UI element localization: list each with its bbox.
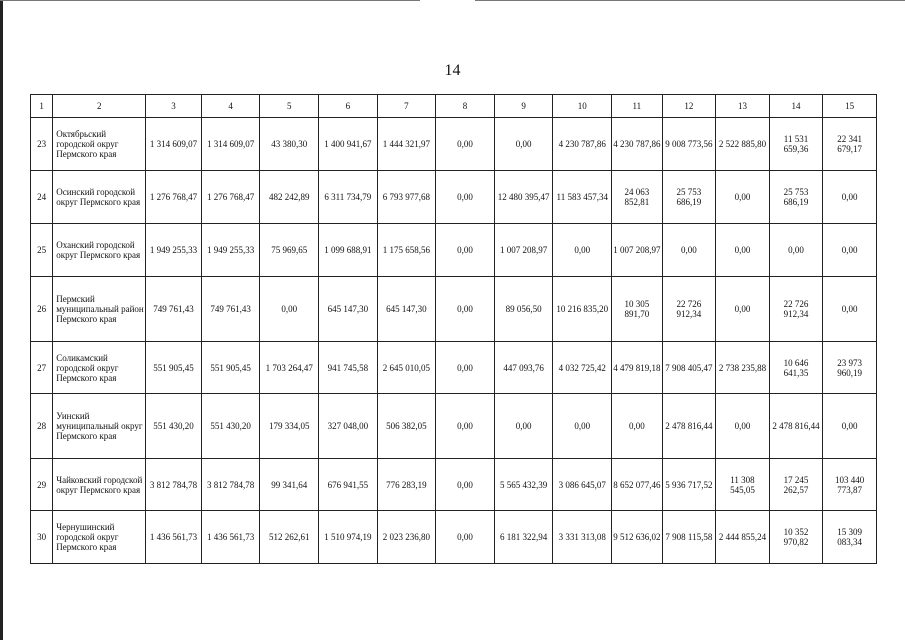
table-cell: 645 147,30 bbox=[319, 277, 378, 342]
table-cell: 3 812 784,78 bbox=[201, 459, 260, 511]
header-cell: 3 bbox=[146, 95, 202, 118]
table-cell: 6 311 734,79 bbox=[319, 171, 378, 224]
table-cell: 551 905,45 bbox=[146, 342, 202, 394]
table-cell: 12 480 395,47 bbox=[494, 171, 553, 224]
table-cell: 0,00 bbox=[436, 224, 495, 277]
table-cell: 512 262,61 bbox=[260, 511, 319, 564]
table-cell: 11 583 457,34 bbox=[553, 171, 612, 224]
table-cell: 0,00 bbox=[436, 277, 495, 342]
header-cell: 7 bbox=[377, 95, 436, 118]
table-cell: 447 093,76 bbox=[494, 342, 553, 394]
header-cell: 8 bbox=[436, 95, 495, 118]
table-cell: 1 436 561,73 bbox=[146, 511, 202, 564]
table-cell: 1 400 941,67 bbox=[319, 118, 378, 171]
table-row bbox=[31, 118, 877, 171]
table-cell: 0,00 bbox=[436, 118, 495, 171]
table-cell: 645 147,30 bbox=[377, 277, 436, 342]
table-cell: 22 726 912,34 bbox=[769, 277, 823, 342]
table-cell: 0,00 bbox=[716, 277, 770, 342]
table-row bbox=[31, 224, 877, 277]
table-cell: 551 905,45 bbox=[201, 342, 260, 394]
table-cell: 0,00 bbox=[823, 277, 877, 342]
table-cell: 4 230 787,86 bbox=[612, 118, 663, 171]
table-cell: 10 216 835,20 bbox=[553, 277, 612, 342]
table-row bbox=[31, 394, 877, 459]
table-cell: 24 063 852,81 bbox=[612, 171, 663, 224]
table-row bbox=[31, 171, 877, 224]
table-cell: 1 510 974,19 bbox=[319, 511, 378, 564]
table-cell: 327 048,00 bbox=[319, 394, 378, 459]
table-cell: 5 565 432,39 bbox=[494, 459, 553, 511]
table-cell: 6 793 977,68 bbox=[377, 171, 436, 224]
table-cell: 2 444 855,24 bbox=[716, 511, 770, 564]
table-cell: 0,00 bbox=[436, 394, 495, 459]
header-cell: 13 bbox=[716, 95, 770, 118]
table-cell: 10 352 970,82 bbox=[769, 511, 823, 564]
table-row bbox=[31, 342, 877, 394]
table-cell: 9 512 636,02 bbox=[612, 511, 663, 564]
table-row bbox=[31, 459, 877, 511]
table-cell: 0,00 bbox=[823, 394, 877, 459]
header-cell: 2 bbox=[53, 95, 146, 118]
table-cell: 11 531 659,36 bbox=[769, 118, 823, 171]
table-cell: 1 175 658,56 bbox=[377, 224, 436, 277]
row-number: 26 bbox=[31, 277, 53, 342]
table-cell: 22 341 679,17 bbox=[823, 118, 877, 171]
table-cell: 1 949 255,33 bbox=[201, 224, 260, 277]
header-cell: 4 bbox=[201, 95, 260, 118]
scan-top-line-right bbox=[475, 0, 905, 1]
table-cell: 1 099 688,91 bbox=[319, 224, 378, 277]
table-cell: 0,00 bbox=[260, 277, 319, 342]
table-cell: 9 008 773,56 bbox=[662, 118, 716, 171]
table-cell: 25 753 686,19 bbox=[769, 171, 823, 224]
table-cell: 1 703 264,47 bbox=[260, 342, 319, 394]
table-cell: 676 941,55 bbox=[319, 459, 378, 511]
scan-edge bbox=[0, 0, 3, 640]
table-cell: 506 382,05 bbox=[377, 394, 436, 459]
row-number: 28 bbox=[31, 394, 53, 459]
district-name: Пермский муниципальный район Пермского края bbox=[53, 277, 146, 342]
table-cell: 0,00 bbox=[823, 224, 877, 277]
table-cell: 0,00 bbox=[823, 171, 877, 224]
table-cell: 0,00 bbox=[494, 394, 553, 459]
row-number: 25 bbox=[31, 224, 53, 277]
table-cell: 1 276 768,47 bbox=[146, 171, 202, 224]
scan-top-line-left bbox=[0, 0, 420, 1]
district-name: Оханский городской округ Пермского края bbox=[53, 224, 146, 277]
table-cell: 2 522 885,80 bbox=[716, 118, 770, 171]
table-cell: 2 478 816,44 bbox=[662, 394, 716, 459]
table-cell: 2 738 235,88 bbox=[716, 342, 770, 394]
table-cell: 1 007 208,97 bbox=[494, 224, 553, 277]
table-cell: 0,00 bbox=[716, 394, 770, 459]
table-cell: 1 436 561,73 bbox=[201, 511, 260, 564]
table-cell: 941 745,58 bbox=[319, 342, 378, 394]
table-cell: 5 936 717,52 bbox=[662, 459, 716, 511]
table-cell: 3 331 313,08 bbox=[553, 511, 612, 564]
row-number: 23 bbox=[31, 118, 53, 171]
table-cell: 75 969,65 bbox=[260, 224, 319, 277]
table-cell: 551 430,20 bbox=[201, 394, 260, 459]
table-cell: 0,00 bbox=[436, 459, 495, 511]
table-cell: 7 908 115,58 bbox=[662, 511, 716, 564]
table-cell: 2 478 816,44 bbox=[769, 394, 823, 459]
table-cell: 0,00 bbox=[769, 224, 823, 277]
table-cell: 4 479 819,18 bbox=[612, 342, 663, 394]
header-cell: 12 bbox=[662, 95, 716, 118]
table-cell: 1 444 321,97 bbox=[377, 118, 436, 171]
district-name: Октябрьский городской округ Пермского края bbox=[53, 118, 146, 171]
table-cell: 1 276 768,47 bbox=[201, 171, 260, 224]
table-cell: 0,00 bbox=[612, 394, 663, 459]
district-name: Уинский муниципальный округ Пермского края bbox=[53, 394, 146, 459]
header-cell: 9 bbox=[494, 95, 553, 118]
table-cell: 2 645 010,05 bbox=[377, 342, 436, 394]
header-cell: 10 bbox=[553, 95, 612, 118]
data-table bbox=[30, 94, 877, 564]
table-cell: 4 230 787,86 bbox=[553, 118, 612, 171]
header-cell: 14 bbox=[769, 95, 823, 118]
table-cell: 8 652 077,46 bbox=[612, 459, 663, 511]
table-cell: 99 341,64 bbox=[260, 459, 319, 511]
table-cell: 0,00 bbox=[436, 342, 495, 394]
table-cell: 0,00 bbox=[662, 224, 716, 277]
table-cell: 17 245 262,57 bbox=[769, 459, 823, 511]
header-cell: 15 bbox=[823, 95, 877, 118]
header-cell: 11 bbox=[612, 95, 663, 118]
table-cell: 0,00 bbox=[436, 511, 495, 564]
header-row bbox=[31, 95, 877, 118]
table-cell: 1 314 609,07 bbox=[146, 118, 202, 171]
table-cell: 89 056,50 bbox=[494, 277, 553, 342]
table-cell: 7 908 405,47 bbox=[662, 342, 716, 394]
table-cell: 2 023 236,80 bbox=[377, 511, 436, 564]
table-cell: 1 949 255,33 bbox=[146, 224, 202, 277]
table-cell: 179 334,05 bbox=[260, 394, 319, 459]
table-cell: 3 812 784,78 bbox=[146, 459, 202, 511]
table-cell: 749 761,43 bbox=[201, 277, 260, 342]
district-name: Чайковский городской округ Пермского края bbox=[53, 459, 146, 511]
table-cell: 749 761,43 bbox=[146, 277, 202, 342]
table-cell: 4 032 725,42 bbox=[553, 342, 612, 394]
table-cell: 482 242,89 bbox=[260, 171, 319, 224]
table-cell: 23 973 960,19 bbox=[823, 342, 877, 394]
table-cell: 6 181 322,94 bbox=[494, 511, 553, 564]
table-cell: 0,00 bbox=[553, 224, 612, 277]
table-cell: 1 314 609,07 bbox=[201, 118, 260, 171]
district-name: Чернушинский городской округ Пермского края bbox=[53, 511, 146, 564]
table-cell: 103 440 773,87 bbox=[823, 459, 877, 511]
table-cell: 25 753 686,19 bbox=[662, 171, 716, 224]
table-cell: 0,00 bbox=[716, 171, 770, 224]
table-cell: 11 308 545,05 bbox=[716, 459, 770, 511]
row-number: 27 bbox=[31, 342, 53, 394]
table-cell: 0,00 bbox=[553, 394, 612, 459]
row-number: 29 bbox=[31, 459, 53, 511]
header-cell: 1 bbox=[31, 95, 53, 118]
page-number: 14 bbox=[444, 62, 461, 79]
table-cell: 551 430,20 bbox=[146, 394, 202, 459]
row-number: 30 bbox=[31, 511, 53, 564]
table-row bbox=[31, 277, 877, 342]
table-cell: 0,00 bbox=[436, 171, 495, 224]
table-cell: 1 007 208,97 bbox=[612, 224, 663, 277]
district-name: Соликамский городской округ Пермского края bbox=[53, 342, 146, 394]
table-cell: 776 283,19 bbox=[377, 459, 436, 511]
table-cell: 0,00 bbox=[716, 224, 770, 277]
table-cell: 22 726 912,34 bbox=[662, 277, 716, 342]
table-cell: 10 305 891,70 bbox=[612, 277, 663, 342]
table-cell: 43 380,30 bbox=[260, 118, 319, 171]
row-number: 24 bbox=[31, 171, 53, 224]
table-row bbox=[31, 511, 877, 564]
header-cell: 6 bbox=[319, 95, 378, 118]
table-cell: 10 646 641,35 bbox=[769, 342, 823, 394]
district-name: Осинский городской округ Пермского края bbox=[53, 171, 146, 224]
header-cell: 5 bbox=[260, 95, 319, 118]
table-cell: 0,00 bbox=[494, 118, 553, 171]
table-cell: 3 086 645,07 bbox=[553, 459, 612, 511]
table-cell: 15 309 083,34 bbox=[823, 511, 877, 564]
